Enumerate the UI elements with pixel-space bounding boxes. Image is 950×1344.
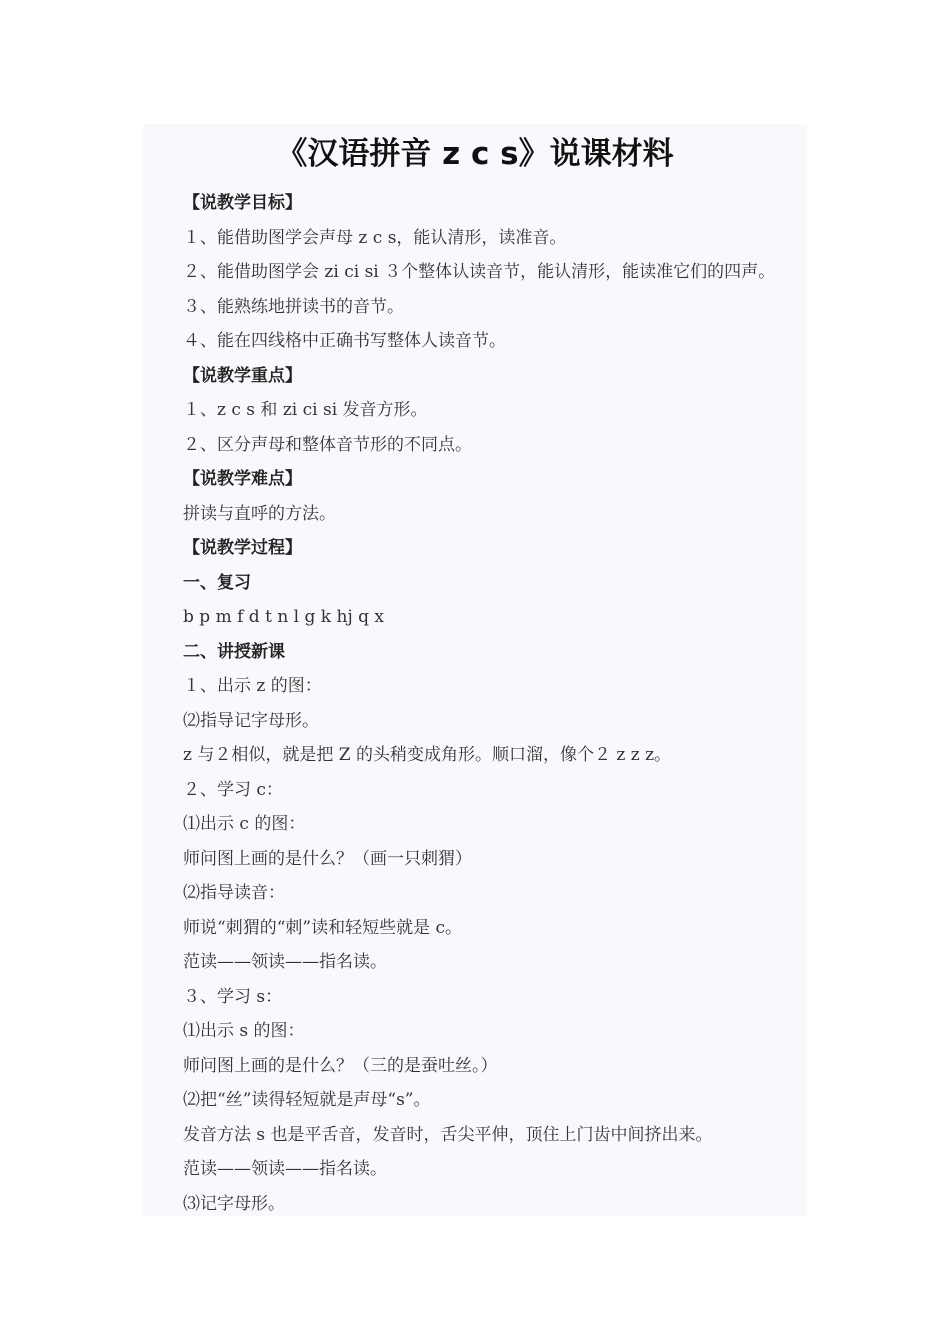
document-title: 《汉语拼音 z c s》说课材料	[276, 136, 674, 172]
paragraph-line: ⑶记字母形。	[183, 1193, 285, 1214]
paragraph-line: １、能借助图学会声母 z c s，能认清形，读准音。	[183, 227, 567, 248]
section-heading: 【说教学目标】	[183, 193, 302, 213]
paragraph-line: z 与２相似，就是把 Z 的头稍变成角形。顺口溜，像个２ z z z。	[183, 745, 672, 765]
paragraph-line: ⑴出示 s 的图：	[183, 1021, 305, 1041]
paragraph-line: １、z c s 和 zi ci si 发音方形。	[183, 400, 428, 420]
section-heading: 一、复习	[183, 572, 251, 593]
paragraph-line: ２、能借助图学会 zi ci si ３个整体认读音节，能认清形，能读准它们的四声。	[183, 262, 776, 282]
paragraph-line: ３、能熟练地拼读书的音节。	[183, 296, 404, 317]
paragraph-line: ⑴出示 c 的图：	[183, 814, 306, 834]
paragraph-line: ⑵指导读音：	[183, 883, 285, 903]
document-body	[183, 186, 823, 1221]
paragraph-line: ⑵指导记字母形。	[183, 710, 319, 731]
paragraph-line: 发音方法 s 也是平舌音，发音时，舌尖平伸，顶住上门齿中间挤出来。	[183, 1124, 713, 1145]
paragraph-line: 师问图上画的是什么？（三的是蚕吐丝。）	[183, 1055, 498, 1076]
paragraph-line: b p m f d t n l g k hj q x	[183, 607, 384, 627]
paragraph-line: ３、学习 s：	[183, 986, 283, 1007]
paragraph-line: ⑵把“丝”读得轻短就是声母“s”。	[183, 1090, 431, 1110]
paragraph-line: 师说“刺猬的“刺”读和轻短些就是 c。	[183, 917, 462, 938]
paragraph-line: 拼读与直呼的方法。	[183, 503, 336, 524]
section-heading: 【说教学难点】	[183, 469, 302, 489]
paragraph-line: ２、区分声母和整体音节形的不同点。	[183, 434, 472, 455]
paragraph-line: ４、能在四线格中正确书写整体人读音节。	[183, 331, 506, 351]
section-heading: 二、讲授新课	[183, 641, 285, 662]
paragraph-line: 范读——领读——指名读。	[183, 952, 387, 972]
paragraph-line: １、出示 z 的图：	[183, 676, 322, 696]
paragraph-line: ２、学习 c：	[183, 779, 283, 800]
paragraph-line: 范读——领读——指名读。	[183, 1159, 387, 1179]
section-heading: 【说教学重点】	[183, 365, 302, 386]
section-heading: 【说教学过程】	[183, 538, 302, 558]
paragraph-line: 师问图上画的是什么？（画一只刺猬）	[183, 848, 472, 869]
